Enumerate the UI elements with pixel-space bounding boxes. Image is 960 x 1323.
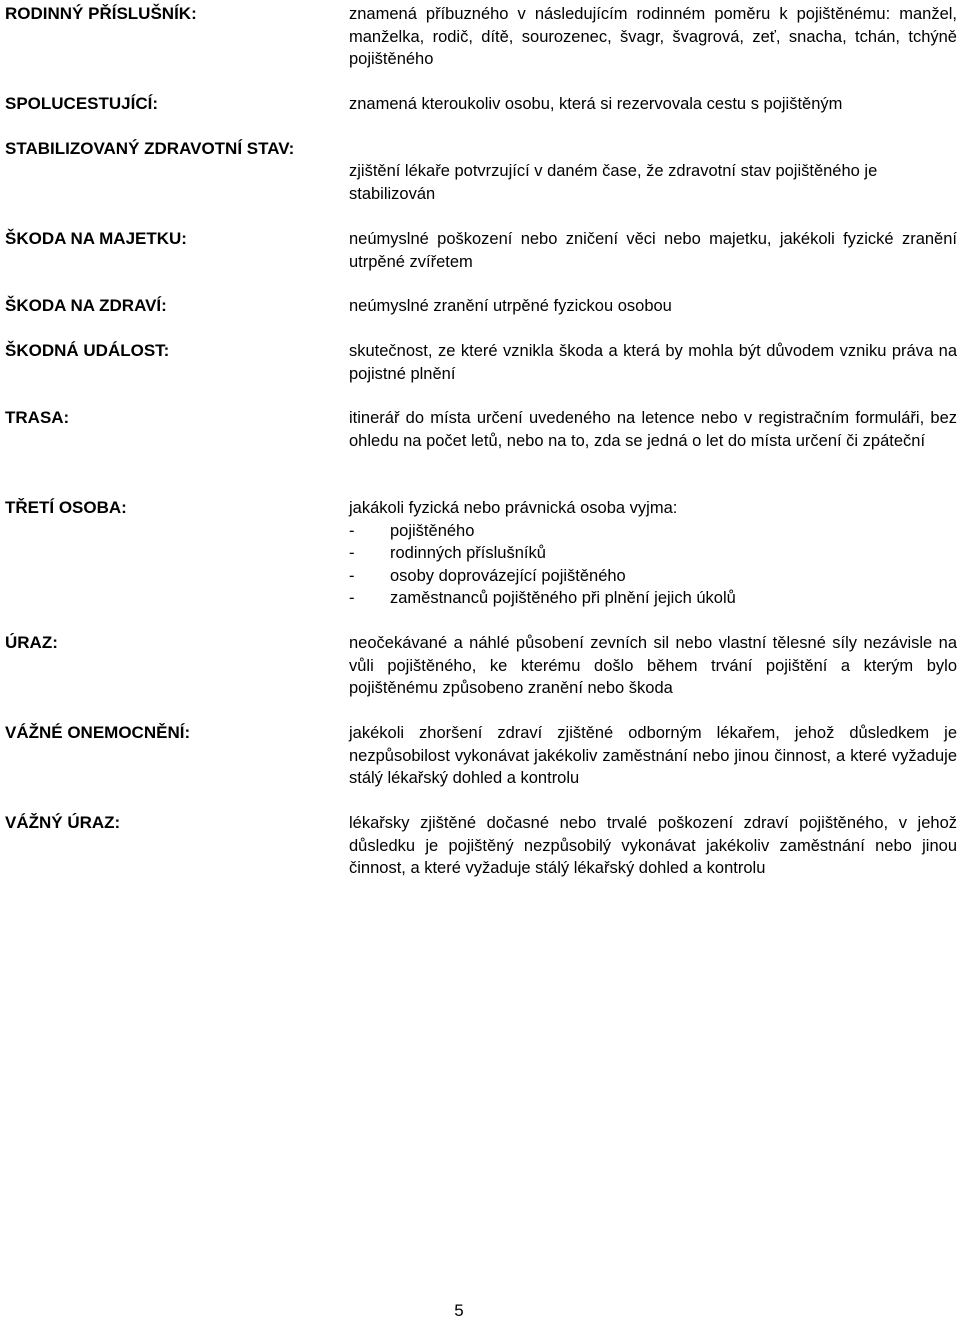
- term-trasa: TRASA:: [5, 408, 70, 427]
- definition-vazne-onemocneni: jakékoli zhoršení zdraví zjištěné odborným lékařem, jehož důsledkem je nezpůsobilost vykonávat jakékoliv zaměstnání nebo jinou činnost, a které vyžaduje stálý lékařský dohled a kontrolu: [349, 724, 957, 787]
- definition-skoda-na-majetku: neúmyslné poškození nebo zničení věci nebo majetku, jakékoli fyzické zranění utrpěné zvířetem: [349, 230, 957, 271]
- definition-spolucestujici: znamená kteroukoliv osobu, která si rezervovala cestu s pojištěným: [349, 95, 843, 113]
- term-skodna-udalost: ŠKODNÁ UDÁLOST:: [5, 341, 170, 360]
- term-uraz: ÚRAZ:: [5, 633, 58, 652]
- term-stabilizovany-stav: STABILIZOVANÝ ZDRAVOTNÍ STAV:: [5, 139, 295, 158]
- term-vazne-onemocneni: VÁŽNÉ ONEMOCNĚNÍ:: [5, 723, 191, 742]
- exclusion-list: [349, 520, 957, 610]
- definition-vazny-uraz: lékařsky zjištěné dočasné nebo trvalé poškození zdraví pojištěného, v jehož důsledku je pojištěný nezpůsobilý vykonávat jakékoliv zaměstnání nebo jinou činnost, a které vyžaduje stálý lékařský dohled a kontrolu: [349, 814, 957, 877]
- definition-treti-osoba-intro: jakákoli fyzická nebo právnická osoba vyjma:: [349, 499, 678, 517]
- definition-uraz: neočekávané a náhlé působení zevních sil nebo vlastní tělesné síly nezávisle na vůli pojištěného, ke kterému došlo během trvání pojištění a kterým bylo pojištěnému způsobeno zranění nebo škoda: [349, 634, 957, 697]
- definition-skodna-udalost: skutečnost, ze které vznikla škoda a která by mohla být důvodem vzniku práva na pojistné plnění: [349, 342, 957, 383]
- list-item: - rodinných příslušníků: [349, 542, 957, 565]
- term-skoda-na-zdravi: ŠKODA NA ZDRAVÍ:: [5, 296, 167, 315]
- term-vazny-uraz: VÁŽNÝ ÚRAZ:: [5, 813, 121, 832]
- definition-stabilizovany-stav: zjištění lékaře potvrzující v daném čase, že zdravotní stav pojištěného je stabilizován: [349, 162, 878, 203]
- definition-skoda-na-zdravi: neúmyslné zranění utrpěné fyzickou osobou: [349, 297, 672, 315]
- list-item: - osoby doprovázející pojištěného: [349, 565, 957, 588]
- term-skoda-na-majetku: ŠKODA NA MAJETKU:: [5, 229, 187, 248]
- definition-treti-osoba: [349, 497, 957, 610]
- list-item: - zaměstnanců pojištěného při plnění jejich úkolů: [349, 587, 957, 610]
- term-treti-osoba: TŘETÍ OSOBA:: [5, 498, 127, 517]
- term-spolucestujici: SPOLUCESTUJÍCÍ:: [5, 94, 159, 113]
- term-rodinny-prislusnik: RODINNÝ PŘÍSLUŠNÍK:: [5, 4, 197, 23]
- definition-trasa: itinerář do místa určení uvedeného na letence nebo v registračním formuláři, bez ohledu na počet letů, nebo na to, zda se jedná o let do místa určení či zpáteční: [349, 409, 957, 450]
- list-item: - pojištěného: [349, 520, 957, 543]
- page-number: 5: [454, 1301, 464, 1320]
- definition-rodinny-prislusnik: znamená příbuzného v následujícím rodinném poměru k pojištěnému: manžel, manželka, rodič, dítě, sourozenec, švagr, švagrová, zeť, snacha, tchán, tchýně pojištěného: [349, 5, 957, 68]
